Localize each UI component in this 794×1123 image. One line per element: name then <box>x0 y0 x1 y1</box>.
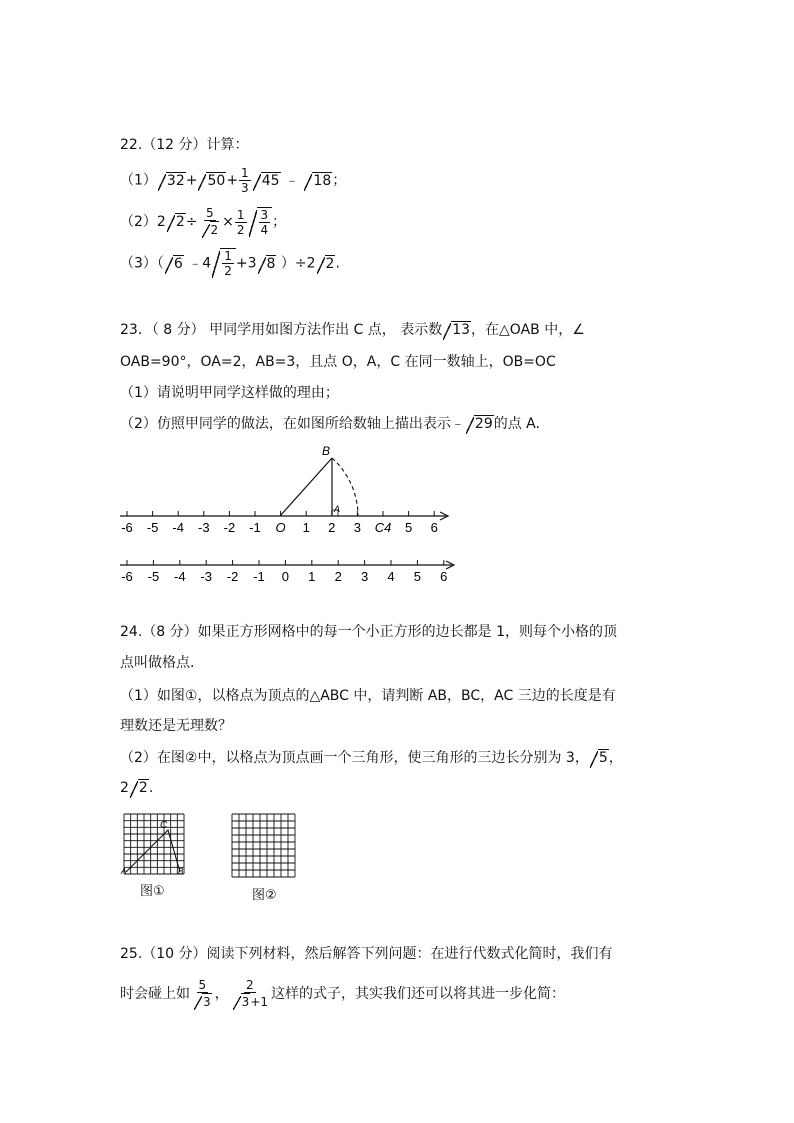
q23-sub1: （1）请说明甲同学这样做的理由； <box>120 385 339 401</box>
axis-label: 6 <box>440 569 448 584</box>
axis-label: -5 <box>146 520 159 535</box>
q24-sub2-b: 2 2. <box>120 780 154 796</box>
axis-label: -5 <box>147 569 160 584</box>
fig2-caption: 图② <box>252 888 277 903</box>
point-B-label: B <box>322 444 331 458</box>
axis-label: -2 <box>226 569 239 584</box>
axis-label: -2 <box>223 520 236 535</box>
axis-label: 5 <box>404 520 413 535</box>
q23-line1: 23．（ 8 分） 甲同学用如图方法作出 C 点， 表示数 13，在△OAB 中，∠ <box>120 322 585 338</box>
axis-label: -1 <box>249 520 261 535</box>
grid-figure-1 <box>120 810 192 878</box>
triangle-ABC <box>126 830 180 872</box>
fig1-label-A: A <box>121 867 127 876</box>
axis-label: 4 <box>387 569 395 584</box>
point-A-label: A <box>334 504 341 514</box>
axis-label: -6 <box>121 569 133 584</box>
axis-label: O <box>275 520 286 535</box>
fig1-label-C: C <box>160 820 168 831</box>
axis-label: 5 <box>413 569 422 584</box>
axis-label: -4 <box>174 569 186 584</box>
q22-part2: （2）2 2÷ $\frac{5}{2}$ × $\frac{1}{2}$ $\frac{3}{4}$ ； <box>120 206 287 237</box>
axis-label: 0 <box>281 569 290 584</box>
q25-line1: 25.（10 分）阅读下列材料，然后解答下列问题：在进行代数式化简时，我们有 <box>120 946 613 962</box>
fig1-label-B: B <box>178 867 184 876</box>
fig1-caption: 图① <box>140 884 165 899</box>
number-line-figure <box>110 440 470 590</box>
axis-label: -3 <box>198 520 210 535</box>
axis-label: C4 <box>374 520 392 535</box>
axis-label: 3 <box>360 569 369 584</box>
axis-label: -4 <box>172 520 184 535</box>
axis-label: -6 <box>121 520 133 535</box>
grid-figure-2 <box>230 812 298 880</box>
axis-label: 2 <box>334 569 342 584</box>
axis-label: 1 <box>302 520 310 535</box>
axis-label: -1 <box>253 569 265 584</box>
q24-sub1-b: 理数还是无理数？ <box>120 718 232 734</box>
axis-label: 1 <box>308 569 316 584</box>
axis-label: -3 <box>200 569 212 584</box>
q24-line2: 点叫做格点. <box>120 655 195 671</box>
q22-part3: （3）（ 6 ﹣4 $\frac{1}{2}$ +3 8 ）÷2 2. <box>120 249 340 278</box>
q22-part1: （1） 32+ 50+ $\frac{1}{3}$ 45 ﹣ 18； <box>120 166 347 195</box>
axis-label: 6 <box>430 520 438 535</box>
q25-line2: 时会碰上如 $\frac{5}{3}$ ， $\frac{2}{3+1}$ 这样的式子，其实我们还可以将其进一步化简： <box>120 978 565 1009</box>
q24-sub1-a: （1）如图①，以格点为顶点的△ABC 中，请判断 AB，BC，AC 三边的长度是有 <box>120 688 616 704</box>
q23-line2: OAB=90°，OA=2，AB=3，且点 O，A，C 在同一数轴上，OB=OC <box>120 354 556 370</box>
q24-sub2-a: （2）在图②中，以格点为顶点画一个三角形，使三角形的三边长分别为 3， 5， <box>120 750 623 766</box>
q24-line1: 24.（8 分）如果正方形网格中的每一个小正方形的边长都是 1，则每个小格的顶 <box>120 624 617 640</box>
q23-sub2: （2）仿照甲同学的做法，在如图所给数轴上描出表示﹣ 29的点 A. <box>120 416 540 432</box>
q22-heading: 22.（12 分）计算： <box>120 137 249 153</box>
axis-label: 3 <box>353 520 362 535</box>
segment-OB <box>280 458 332 516</box>
axis-label: 2 <box>328 520 336 535</box>
